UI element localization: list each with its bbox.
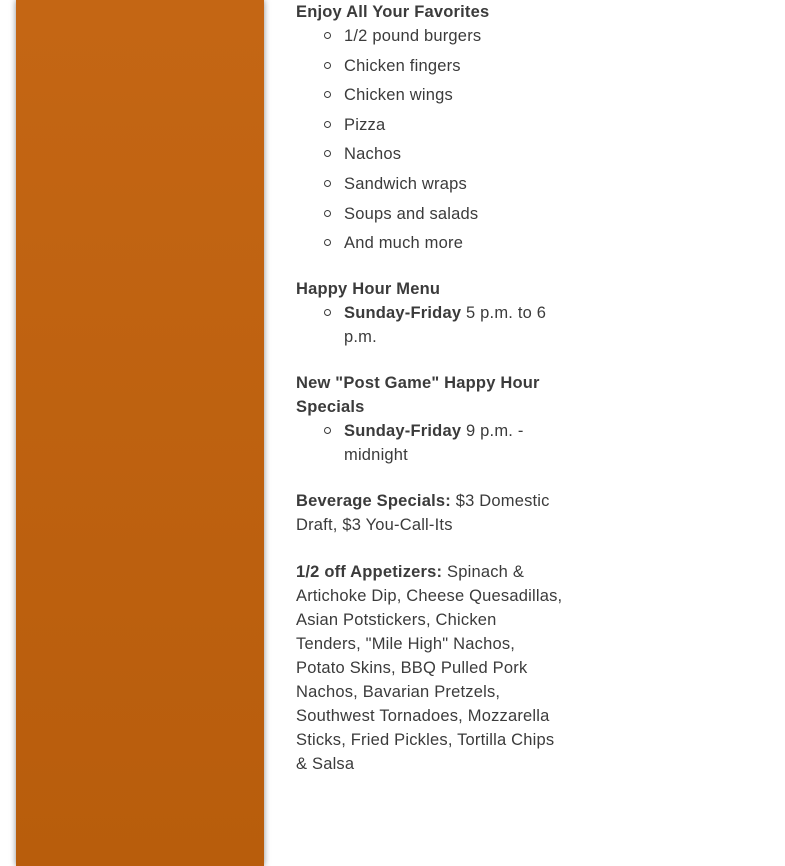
- list-item: Chicken fingers: [344, 54, 564, 84]
- list-item: Sandwich wraps: [344, 172, 564, 202]
- beverage-specials: [296, 489, 564, 537]
- happy-hour-days: Sunday-Friday: [344, 303, 462, 322]
- post-game-list: [296, 419, 564, 467]
- post-game-item: [344, 419, 564, 467]
- appetizers-text: Spinach & Artichoke Dip, Cheese Quesadillas, Asian Potstickers, Chicken Tenders, "Mile High" Nachos, Potato Skins, BBQ Pulled Pork Nachos, Bavarian Pretzels, Southwest Tornadoes, Mozzarella Sticks, Fried Pickles, Tortilla Chips & Salsa: [296, 562, 563, 773]
- post-game-heading: New "Post Game" Happy Hour Specials: [296, 373, 540, 416]
- main-content: [296, 0, 564, 776]
- list-item: Pizza: [344, 113, 564, 143]
- appetizers-label: 1/2 off Appetizers:: [296, 562, 443, 581]
- list-item: Soups and salads: [344, 202, 564, 232]
- list-item: 1/2 pound burgers: [344, 24, 564, 54]
- list-item: Nachos: [344, 142, 564, 172]
- favorites-heading: Enjoy All Your Favorites: [296, 3, 490, 21]
- beverage-text: $3 Domestic Draft, $3 You-Call-Its: [296, 491, 550, 534]
- happy-hour-item: [344, 301, 564, 349]
- happy-hour-list: [296, 301, 564, 349]
- appetizer-specials: [296, 560, 564, 776]
- post-game-time: 9 p.m. - midnight: [344, 421, 524, 464]
- list-item: Chicken wings: [344, 83, 564, 113]
- happy-hour-time: 5 p.m. to 6 p.m.: [344, 303, 547, 346]
- post-game-days: Sunday-Friday: [344, 421, 462, 440]
- list-item: And much more: [344, 231, 564, 261]
- sidebar-panel: [16, 0, 264, 866]
- beverage-label: Beverage Specials:: [296, 491, 451, 510]
- favorites-list: [296, 24, 564, 261]
- happy-hour-heading: Happy Hour Menu: [296, 279, 441, 298]
